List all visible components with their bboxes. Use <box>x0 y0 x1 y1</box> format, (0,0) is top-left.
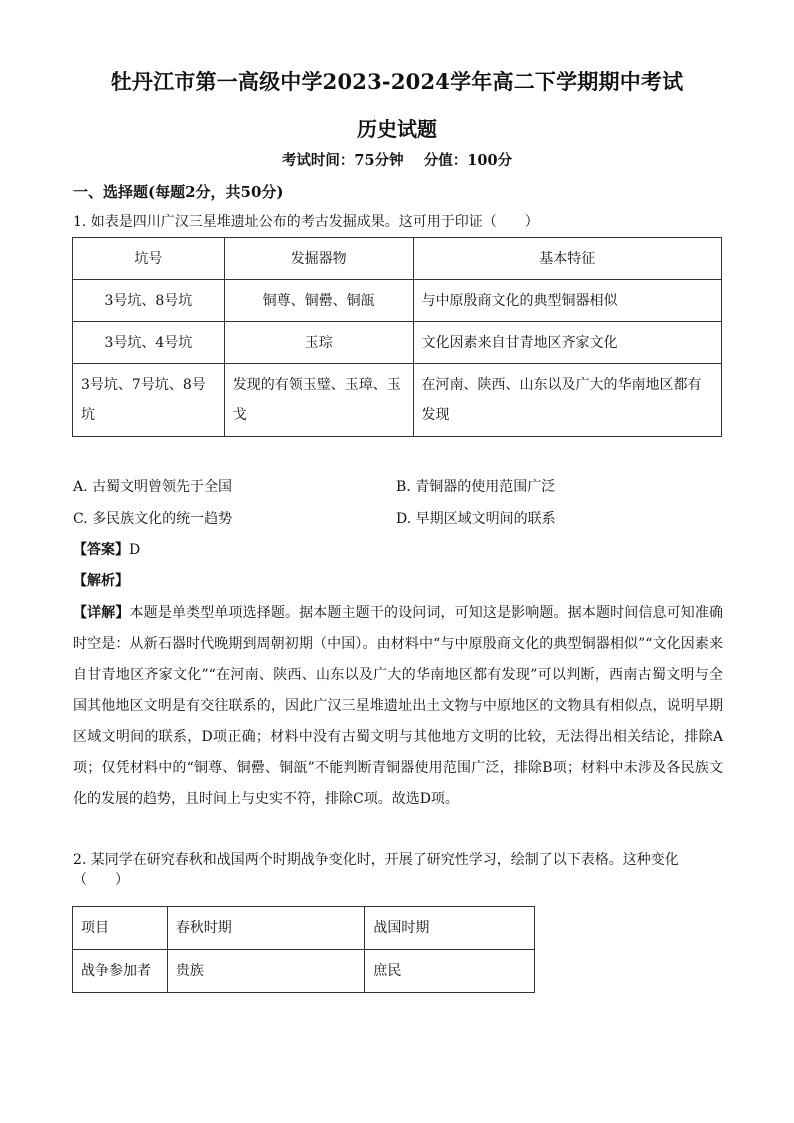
table-cell: 3号坑、4号坑 <box>73 322 225 364</box>
table-cell: 与中原殷商文化的典型铜器相似 <box>413 280 722 322</box>
detail-text: 本题是单类型单项选择题。据本题主题干的设问词，可知这是影响题。据本题时间信息可知准确时空是：从新石器时代晚期到周朝初期（中国）。由材料中“与中原殷商文化的典型铜器相似”“文化因素来自甘青地区齐家文化”“在河南、陕西、山东以及广大的华南地区都有发现”可以判断，西南古蜀文明与全国其他地区文明是有交往联系的，因此广汉三星堆遗址出土文物与中原地区的文物具有相似点，说明早期区域文明间的联系，D项正确；材料中没有古蜀文明与其他地方文明的比较，无法得出相关结论，排除A项；仅凭材料中的“铜尊、铜罍、铜瓿”不能判断青铜器使用范围广泛，排除B项；材料中未涉及各民族文化的发展的趋势，且时间上与史实不符，排除C项。故选D项。 <box>73 605 724 807</box>
table-cell: 玉琮 <box>224 322 413 364</box>
table-header-row <box>73 907 535 950</box>
table-row <box>73 950 535 993</box>
table-header-cell: 坑号 <box>73 238 225 280</box>
question-1-table <box>72 237 722 437</box>
table-row <box>73 280 722 322</box>
option-a: A. 古蜀文明曾领先于全国 <box>73 479 233 495</box>
detail-label: 【详解】 <box>73 605 130 621</box>
answer-value: D <box>129 542 141 558</box>
table-cell: 3号坑、8号坑 <box>73 280 225 322</box>
option-d: D. 早期区域文明间的联系 <box>396 511 556 527</box>
table-header-cell: 基本特征 <box>413 238 722 280</box>
table-row <box>73 322 722 364</box>
subject-title: 历史试题 <box>357 117 437 141</box>
exam-time: 考试时间：75分钟 <box>281 152 404 169</box>
table-cell: 贵族 <box>167 950 365 993</box>
exam-info <box>0 149 794 170</box>
option-b: B. 青铜器的使用范围广泛 <box>396 479 556 495</box>
question-2-table <box>72 906 535 993</box>
table-header-cell: 春秋时期 <box>167 907 365 950</box>
table-cell: 在河南、陕西、山东以及广大的华南地区都有发现 <box>413 364 722 437</box>
table-header-cell: 发掘器物 <box>224 238 413 280</box>
table-header-cell: 项目 <box>73 907 168 950</box>
section-heading: 一、选择题(每题2分，共50分) <box>73 183 284 201</box>
exam-title: 牡丹江市第一高级中学2023-2024学年高二下学期期中考试 <box>110 69 684 94</box>
analysis-label: 【解析】 <box>73 573 129 589</box>
table-cell: 文化因素来自甘青地区齐家文化 <box>413 322 722 364</box>
detail-paragraph <box>73 598 723 815</box>
table-header-cell: 战国时期 <box>365 907 535 950</box>
question-1-stem: 1. 如表是四川广汉三星堆遗址公布的考古发掘成果。这可用于印证（ ） <box>73 214 539 230</box>
option-c: C. 多民族文化的统一趋势 <box>73 511 233 527</box>
table-cell: 战争参加者 <box>73 950 168 993</box>
table-cell: 庶民 <box>365 950 535 993</box>
question-2-stem: 2. 某同学在研究春秋和战国两个时期战争变化时，开展了研究性学习，绘制了以下表格。这种变化（ ） <box>73 852 679 888</box>
answer-label: 【答案】 <box>73 542 129 558</box>
answer-line <box>73 539 140 559</box>
table-header-row <box>73 238 722 280</box>
table-cell: 发现的有领玉璧、玉璋、玉戈 <box>224 364 413 437</box>
table-cell: 3号坑、7号坑、8号坑 <box>73 364 225 437</box>
table-row <box>73 364 722 437</box>
table-cell: 铜尊、铜罍、铜瓿 <box>224 280 413 322</box>
exam-score: 分值：100分 <box>423 152 513 169</box>
